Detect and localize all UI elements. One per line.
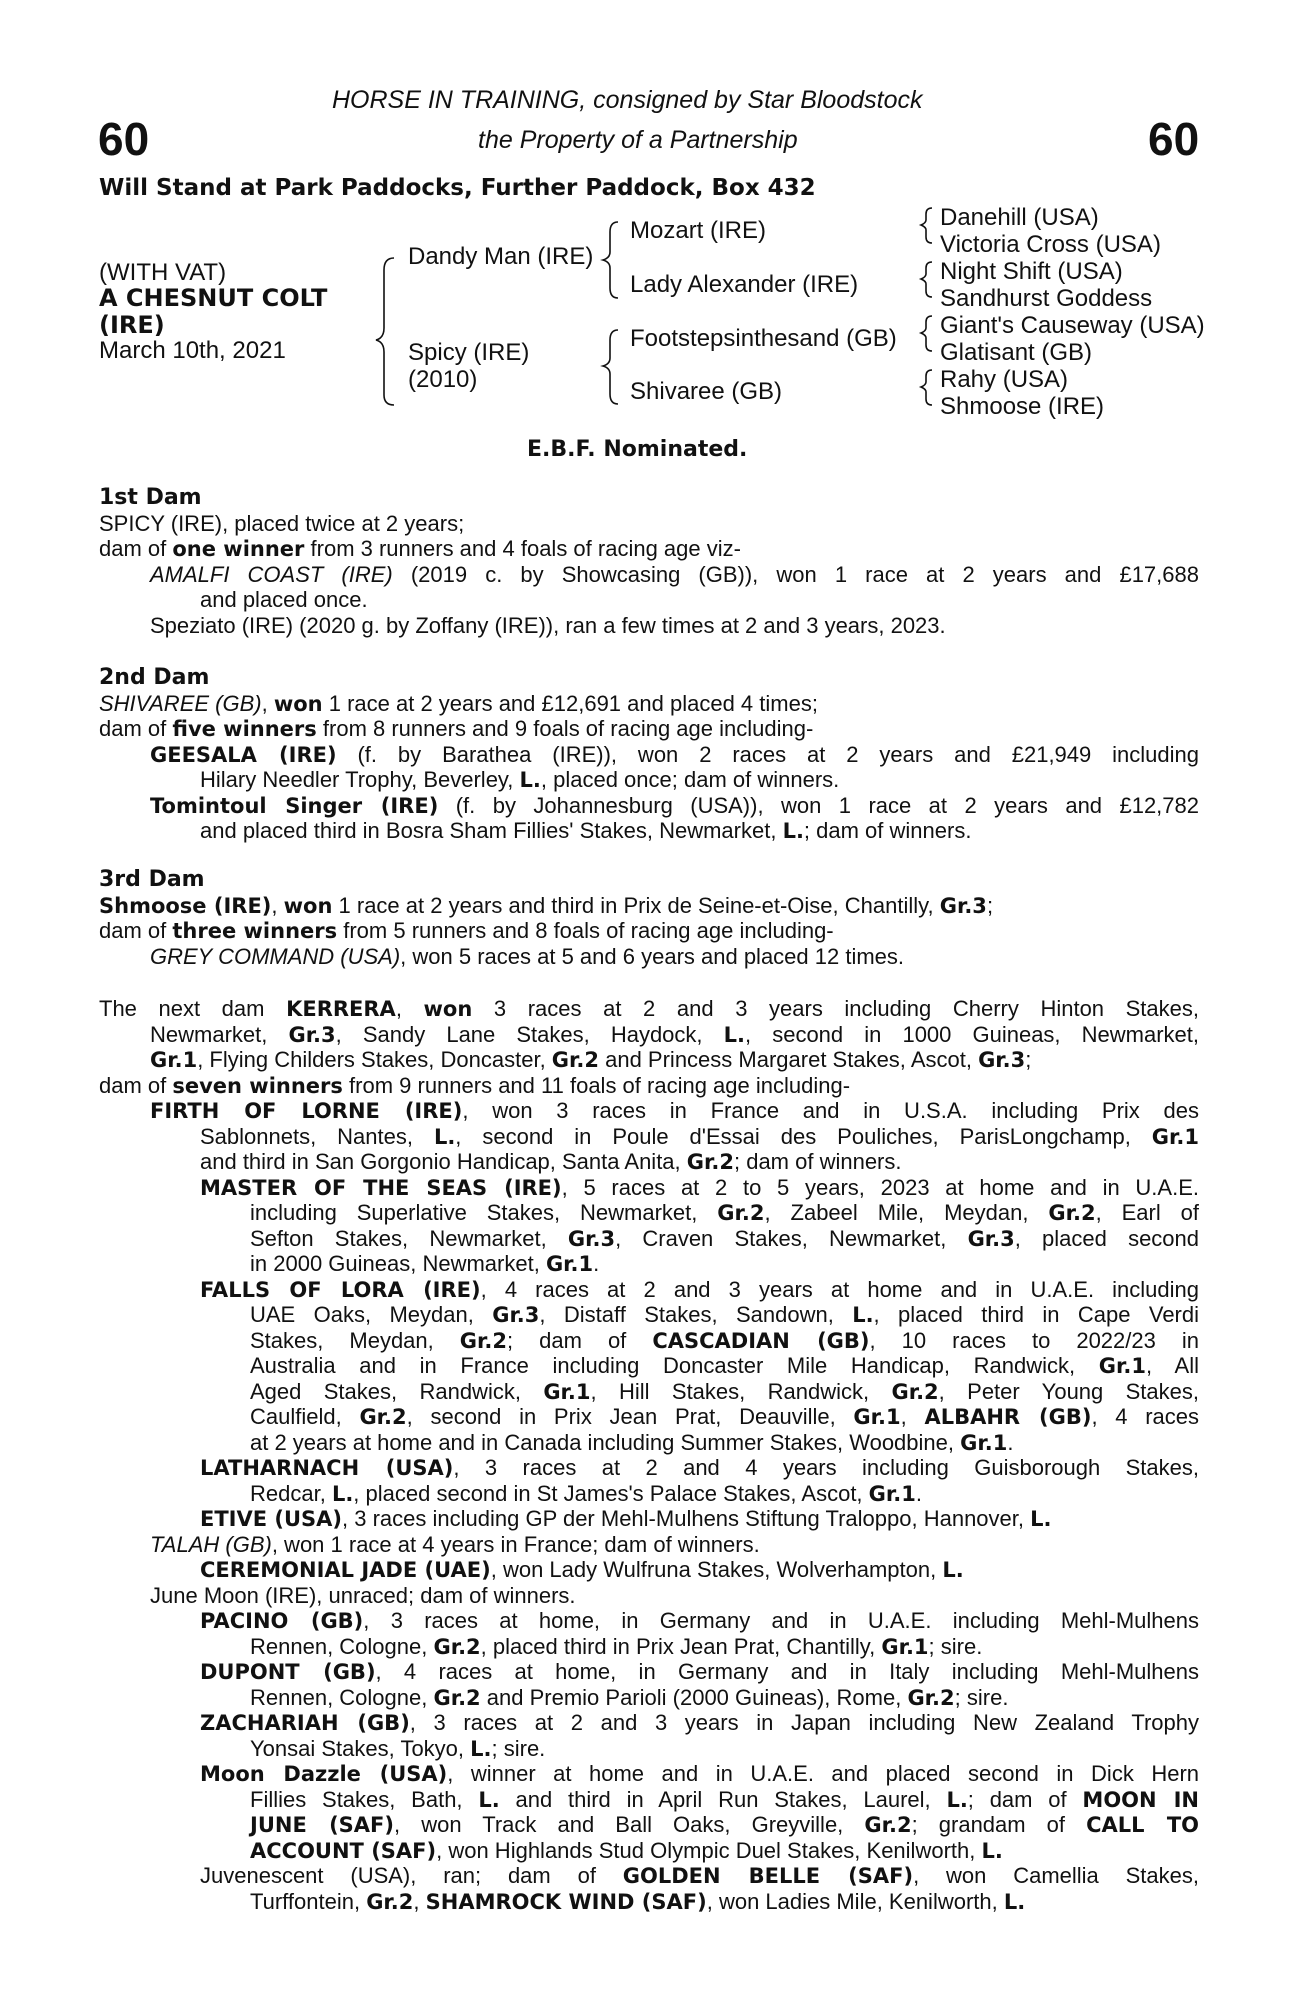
pedigree-gg-7: Rahy (USA) (940, 366, 1069, 393)
next-dam-line: JUNE (SAF), won Track and Ball Oaks, Greyville, Gr.2; grandam of CALL TO (250, 1812, 1199, 1837)
brace-gg-2 (921, 262, 932, 297)
first-dam-heading: 1st Dam (99, 485, 202, 510)
next-dam-line: and third in San Gorgonio Handicap, Santa Anita, Gr.2; dam of winners. (200, 1149, 902, 1174)
third-dam-heading: 3rd Dam (99, 867, 205, 892)
brace-dam (603, 330, 618, 404)
stand-location: Will Stand at Park Paddocks, Further Paddock, Box 432 (99, 175, 816, 201)
next-dam-line: ZACHARIAH (GB), 3 races at 2 and 3 years in Japan including New Zealand Trophy (200, 1710, 1199, 1735)
next-dam-line: FIRTH OF LORNE (IRE), won 3 races in France and in U.S.A. including Prix des (150, 1098, 1199, 1123)
pedigree-sire: Dandy Man (IRE) (408, 243, 594, 270)
pedigree-gg-2: Victoria Cross (USA) (940, 231, 1161, 258)
next-dam-section (99, 996, 1199, 1914)
pedigree-sire-sire: Mozart (IRE) (630, 217, 767, 244)
next-dam-line: dam of seven winners from 9 runners and 11 foals of racing age including- (99, 1072, 851, 1098)
next-dam-line: LATHARNACH (USA), 3 races at 2 and 4 years including Guisborough Stakes, (200, 1455, 1199, 1480)
first-dam-section (99, 485, 1199, 638)
next-dam-line: Caulfield, Gr.2, second in Prix Jean Prat, Deauville, Gr.1, ALBAHR (GB), 4 races (250, 1404, 1199, 1429)
pedigree-dam-year: (2010) (408, 366, 478, 393)
brace-sire (603, 222, 618, 298)
pedigree-gg-8: Shmoose (IRE) (940, 393, 1105, 420)
next-dam-line: Redcar, L., placed second in St James's Palace Stakes, Ascot, Gr.1. (250, 1480, 922, 1506)
next-dam-line: The next dam KERRERA, won 3 races at 2 and 3 years including Cherry Hinton Stakes, (99, 996, 1199, 1021)
lot-number-right: 60 (1148, 113, 1200, 165)
first-dam-line: SPICY (IRE), placed twice at 2 years; (99, 510, 465, 536)
pedigree-braces (0, 0, 1314, 460)
pedigree-gg-1: Danehill (USA) (940, 204, 1099, 231)
first-dam-line: Speziato (IRE) (2020 g. by Zoffany (IRE)), ran a few times at 2 and 3 years, 2023. (150, 612, 946, 638)
next-dam-line: TALAH (GB), won 1 race at 4 years in France; dam of winners. (150, 1531, 760, 1557)
pedigree-dam-sire: Footstepsinthesand (GB) (630, 325, 897, 352)
next-dam-line: Rennen, Cologne, Gr.2 and Premio Parioli (2000 Guineas), Rome, Gr.2; sire. (250, 1684, 1009, 1710)
next-dam-line: Aged Stakes, Randwick, Gr.1, Hill Stakes, Randwick, Gr.2, Peter Young Stakes, (250, 1378, 1199, 1404)
second-dam-line: and placed third in Bosra Sham Fillies' Stakes, Newmarket, L.; dam of winners. (200, 818, 972, 843)
first-dam-line: AMALFI COAST (IRE) (2019 c. by Showcasing (GB)), won 1 race at 2 years and £17,688 (150, 561, 1199, 587)
first-dam-line: dam of one winner from 3 runners and 4 foals of racing age viz- (99, 536, 741, 561)
pedigree-sire-dam: Lady Alexander (IRE) (630, 271, 859, 298)
lot-description: A CHESNUT COLT (99, 284, 328, 312)
ebf-nominated: E.B.F. Nominated. (527, 437, 748, 462)
pedigree-gg-5: Giant's Causeway (USA) (940, 312, 1205, 339)
brace-gg-3 (921, 316, 932, 351)
brace-lot (376, 258, 394, 405)
lot-description-country: (IRE) (99, 311, 165, 339)
next-dam-line: DUPONT (GB), 4 races at home, in Germany and in Italy including Mehl-Mulhens (200, 1659, 1199, 1684)
next-dam-line: ETIVE (USA), 3 races including GP der Mehl-Mulhens Stiftung Traloppo, Hannover, L. (200, 1506, 1052, 1531)
pedigree-gg-6: Glatisant (GB) (940, 339, 1093, 366)
consignment-line: HORSE IN TRAINING, consigned by Star Bloodstock (332, 86, 923, 114)
brace-gg-4 (921, 370, 932, 405)
third-dam-line: GREY COMMAND (USA), won 5 races at 5 and 6 years and placed 12 times. (150, 943, 905, 969)
second-dam-section (99, 665, 1199, 844)
first-dam-line: and placed once. (200, 587, 368, 612)
next-dam-line: at 2 years at home and in Canada including Summer Stakes, Woodbine, Gr.1. (250, 1429, 1014, 1455)
next-dam-line: Sablonnets, Nantes, L., second in Poule d'Essai des Pouliches, ParisLongchamp, Gr.1 (200, 1123, 1199, 1149)
next-dam-line: UAE Oaks, Meydan, Gr.3, Distaff Stakes, Sandown, L., placed third in Cape Verdi (250, 1302, 1199, 1327)
lot-number-left: 60 (98, 113, 150, 165)
next-dam-line: Sefton Stakes, Newmarket, Gr.3, Craven Stakes, Newmarket, Gr.3, placed second (250, 1225, 1199, 1251)
next-dam-line: Moon Dazzle (USA), winner at home and in U.A.E. and placed second in Dick Hern (200, 1761, 1199, 1786)
vat-note: (WITH VAT) (99, 259, 227, 286)
third-dam-line: Shmoose (IRE), won 1 race at 2 years and third in Prix de Seine-et-Oise, Chantilly, Gr.3; (99, 892, 994, 918)
second-dam-heading: 2nd Dam (99, 665, 210, 690)
next-dam-line: ACCOUNT (SAF), won Highlands Stud Olympic Duel Stakes, Kenilworth, L. (250, 1837, 1003, 1863)
ownership-line: the Property of a Partnership (478, 126, 798, 154)
pedigree-dam-dam: Shivaree (GB) (630, 378, 783, 405)
second-dam-line: dam of five winners from 8 runners and 9 foals of racing age including- (99, 716, 814, 741)
next-dam-line: Fillies Stakes, Bath, L. and third in April Run Stakes, Laurel, L.; dam of MOON IN (250, 1786, 1199, 1812)
next-dam-line: including Superlative Stakes, Newmarket, Gr.2, Zabeel Mile, Meydan, Gr.2, Earl of (250, 1200, 1199, 1225)
second-dam-line: GEESALA (IRE) (f. by Barathea (IRE)), won 2 races at 2 years and £21,949 including (150, 741, 1199, 767)
next-dam-line: MASTER OF THE SEAS (IRE), 5 races at 2 to 5 years, 2023 at home and in U.A.E. (200, 1174, 1199, 1200)
next-dam-line: Australia and in France including Doncaster Mile Handicap, Randwick, Gr.1, All (250, 1353, 1199, 1378)
next-dam-line: June Moon (IRE), unraced; dam of winners. (150, 1582, 576, 1608)
second-dam-line: Tomintoul Singer (IRE) (f. by Johannesburg (USA)), won 1 race at 2 years and £12,782 (150, 792, 1199, 818)
next-dam-line: CEREMONIAL JADE (UAE), won Lady Wulfruna Stakes, Wolverhampton, L. (200, 1557, 964, 1582)
pedigree-gg-3: Night Shift (USA) (940, 258, 1123, 285)
next-dam-line: in 2000 Guineas, Newmarket, Gr.1. (250, 1251, 600, 1276)
next-dam-line: PACINO (GB), 3 races at home, in Germany and in U.A.E. including Mehl-Mulhens (200, 1608, 1199, 1633)
next-dam-line: FALLS OF LORA (IRE), 4 races at 2 and 3 years at home and in U.A.E. including (200, 1276, 1199, 1302)
next-dam-line: Juvenescent (USA), ran; dam of GOLDEN BELLE (SAF), won Camellia Stakes, (200, 1863, 1199, 1888)
pedigree-dam: Spicy (IRE) (408, 339, 530, 366)
brace-gg-1 (921, 208, 932, 243)
next-dam-line: Newmarket, Gr.3, Sandy Lane Stakes, Haydock, L., second in 1000 Guineas, Newmarket, (150, 1021, 1199, 1047)
next-dam-line: Stakes, Meydan, Gr.2; dam of CASCADIAN (GB), 10 races to 2022/23 in (250, 1327, 1199, 1353)
next-dam-line: Gr.1, Flying Childers Stakes, Doncaster, Gr.2 and Princess Margaret Stakes, Ascot, Gr.3; (150, 1047, 1032, 1072)
next-dam-line: Yonsai Stakes, Tokyo, L.; sire. (250, 1735, 546, 1761)
third-dam-section (99, 867, 1199, 969)
next-dam-line: Rennen, Cologne, Gr.2, placed third in Prix Jean Prat, Chantilly, Gr.1; sire. (250, 1633, 983, 1659)
next-dam-line: Turffontein, Gr.2, SHAMROCK WIND (SAF), won Ladies Mile, Kenilworth, L. (250, 1888, 1026, 1914)
second-dam-line: SHIVAREE (GB), won 1 race at 2 years and £12,691 and placed 4 times; (99, 690, 818, 716)
foaling-date: March 10th, 2021 (99, 337, 286, 364)
third-dam-line: dam of three winners from 5 runners and 8 foals of racing age including- (99, 918, 834, 943)
second-dam-line: Hilary Needler Trophy, Beverley, L., placed once; dam of winners. (200, 767, 840, 792)
pedigree-gg-4: Sandhurst Goddess (940, 285, 1153, 312)
